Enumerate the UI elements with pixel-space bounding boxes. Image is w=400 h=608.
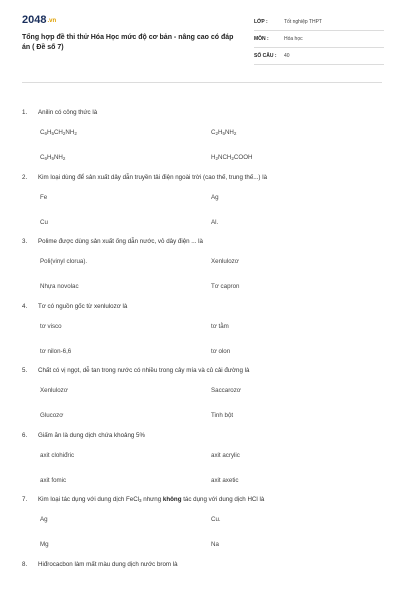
answer-option[interactable]: axit clohiđric	[40, 451, 75, 459]
question-item	[22, 534, 382, 608]
question-number: 5.	[22, 367, 28, 374]
answer-option[interactable]: Cu.	[211, 516, 221, 523]
answer-option[interactable]: Tinh bột	[211, 412, 234, 419]
question-item	[22, 211, 382, 290]
question-stem	[22, 174, 267, 181]
question-stem	[22, 496, 264, 503]
question-item	[22, 82, 382, 161]
meta-row-subject	[254, 31, 384, 48]
answer-option[interactable]: Saccarozơ	[211, 387, 241, 394]
answer-option[interactable]: Mg	[40, 541, 49, 548]
question-number: 2.	[22, 173, 28, 181]
question-item	[22, 405, 382, 484]
question-number: 7.	[22, 496, 28, 503]
answer-option[interactable]: $C_6H_5NH_2$	[40, 154, 66, 161]
question-stem	[22, 303, 127, 310]
question-item	[22, 340, 382, 419]
answer-option[interactable]: Al.	[211, 218, 219, 226]
question-stem	[22, 561, 178, 568]
meta-value: 40	[284, 53, 290, 59]
exam-meta	[254, 14, 384, 65]
question-text: Polime được dùng sản xuất ống dẫn nước, vỏ dây điện ... là	[38, 238, 203, 245]
meta-value: Hóa học	[284, 36, 303, 42]
question-item	[22, 276, 382, 355]
answer-option[interactable]: Na	[211, 541, 219, 548]
question-number: 6.	[22, 431, 28, 439]
question-text: Kim loại dùng để sản xuất dây dẫn truyền tải điện ngoài trời (cao thế, trung thế...) là	[38, 173, 268, 181]
question-number: 4.	[22, 302, 28, 310]
question-item	[22, 469, 382, 548]
question-text: Giấm ăn là dung dịch chứa khoảng 5%	[38, 431, 145, 439]
meta-row-count	[254, 48, 384, 65]
answer-option[interactable]: Fe	[40, 193, 48, 201]
answer-option[interactable]: Cu	[40, 218, 48, 226]
meta-value: Tốt nghiệp THPT	[284, 19, 322, 25]
answer-option[interactable]: tơ olon	[211, 347, 231, 355]
answer-option[interactable]: $C_6H_5CH_2NH_2$	[40, 129, 77, 136]
meta-key: MÔN :	[254, 36, 269, 42]
logo-suffix: .vn	[47, 18, 57, 24]
answer-option[interactable]: axit acrylic	[211, 451, 240, 459]
question-text: Kim loại tác dụng với dung dịch FeCl$_3$ nhưng không tác dụng với dung dịch HCl là	[38, 496, 265, 503]
answer-option[interactable]: tơ visco	[40, 322, 62, 330]
question-stem	[22, 109, 97, 116]
question-text: Chất có vị ngọt, dễ tan trong nước có nhiều trong cây mía và củ cải đường là	[38, 367, 250, 374]
answer-option[interactable]: $C_2H_5NH_2$	[211, 129, 237, 136]
question-text: Hiđrocacbon làm mất màu dung dịch nước brom là	[38, 560, 178, 568]
answer-option[interactable]: Ag	[211, 193, 219, 201]
logo-text: 2048	[22, 14, 47, 26]
question-number: 3.	[22, 238, 28, 245]
header	[22, 14, 382, 76]
question-stem	[22, 367, 249, 374]
answer-option[interactable]: Xenlulozơ	[40, 387, 68, 394]
exam-title: Tổng hợp đề thi thử Hóa Học mức độ cơ bản - nâng cao có đáp án ( Đề số 7)	[22, 34, 234, 51]
answer-option[interactable]: tơ tằm	[211, 322, 229, 330]
meta-key: LỚP :	[254, 19, 268, 25]
question-stem	[22, 432, 145, 439]
answer-option[interactable]: Ag	[40, 516, 48, 523]
meta-key: SỐ CÂU :	[254, 53, 277, 59]
answer-option[interactable]: Xenlulozơ	[211, 258, 239, 265]
question-number: 8.	[22, 560, 28, 568]
answer-option[interactable]: Nhựa novolac	[40, 283, 79, 290]
question-text: Anilin có công thức là	[38, 109, 98, 116]
meta-row-grade	[254, 14, 384, 31]
question-stem	[22, 238, 203, 245]
question-item	[22, 147, 382, 226]
answer-option[interactable]: Poli(vinyl clorua).	[40, 258, 88, 265]
answer-option[interactable]: axit axetic	[211, 476, 239, 484]
question-number: 1.	[22, 109, 28, 116]
answer-option[interactable]: tơ nilon-6,6	[40, 347, 72, 355]
answer-option[interactable]: $H_2NCH_2COOH$	[211, 154, 253, 161]
answer-option[interactable]: Tơ capron	[211, 283, 240, 290]
answer-option[interactable]: Glucozơ	[40, 412, 64, 419]
answer-option[interactable]: axit fomic	[40, 476, 67, 484]
question-text: Tơ có nguồn gốc từ xenlulozơ là	[38, 302, 128, 310]
